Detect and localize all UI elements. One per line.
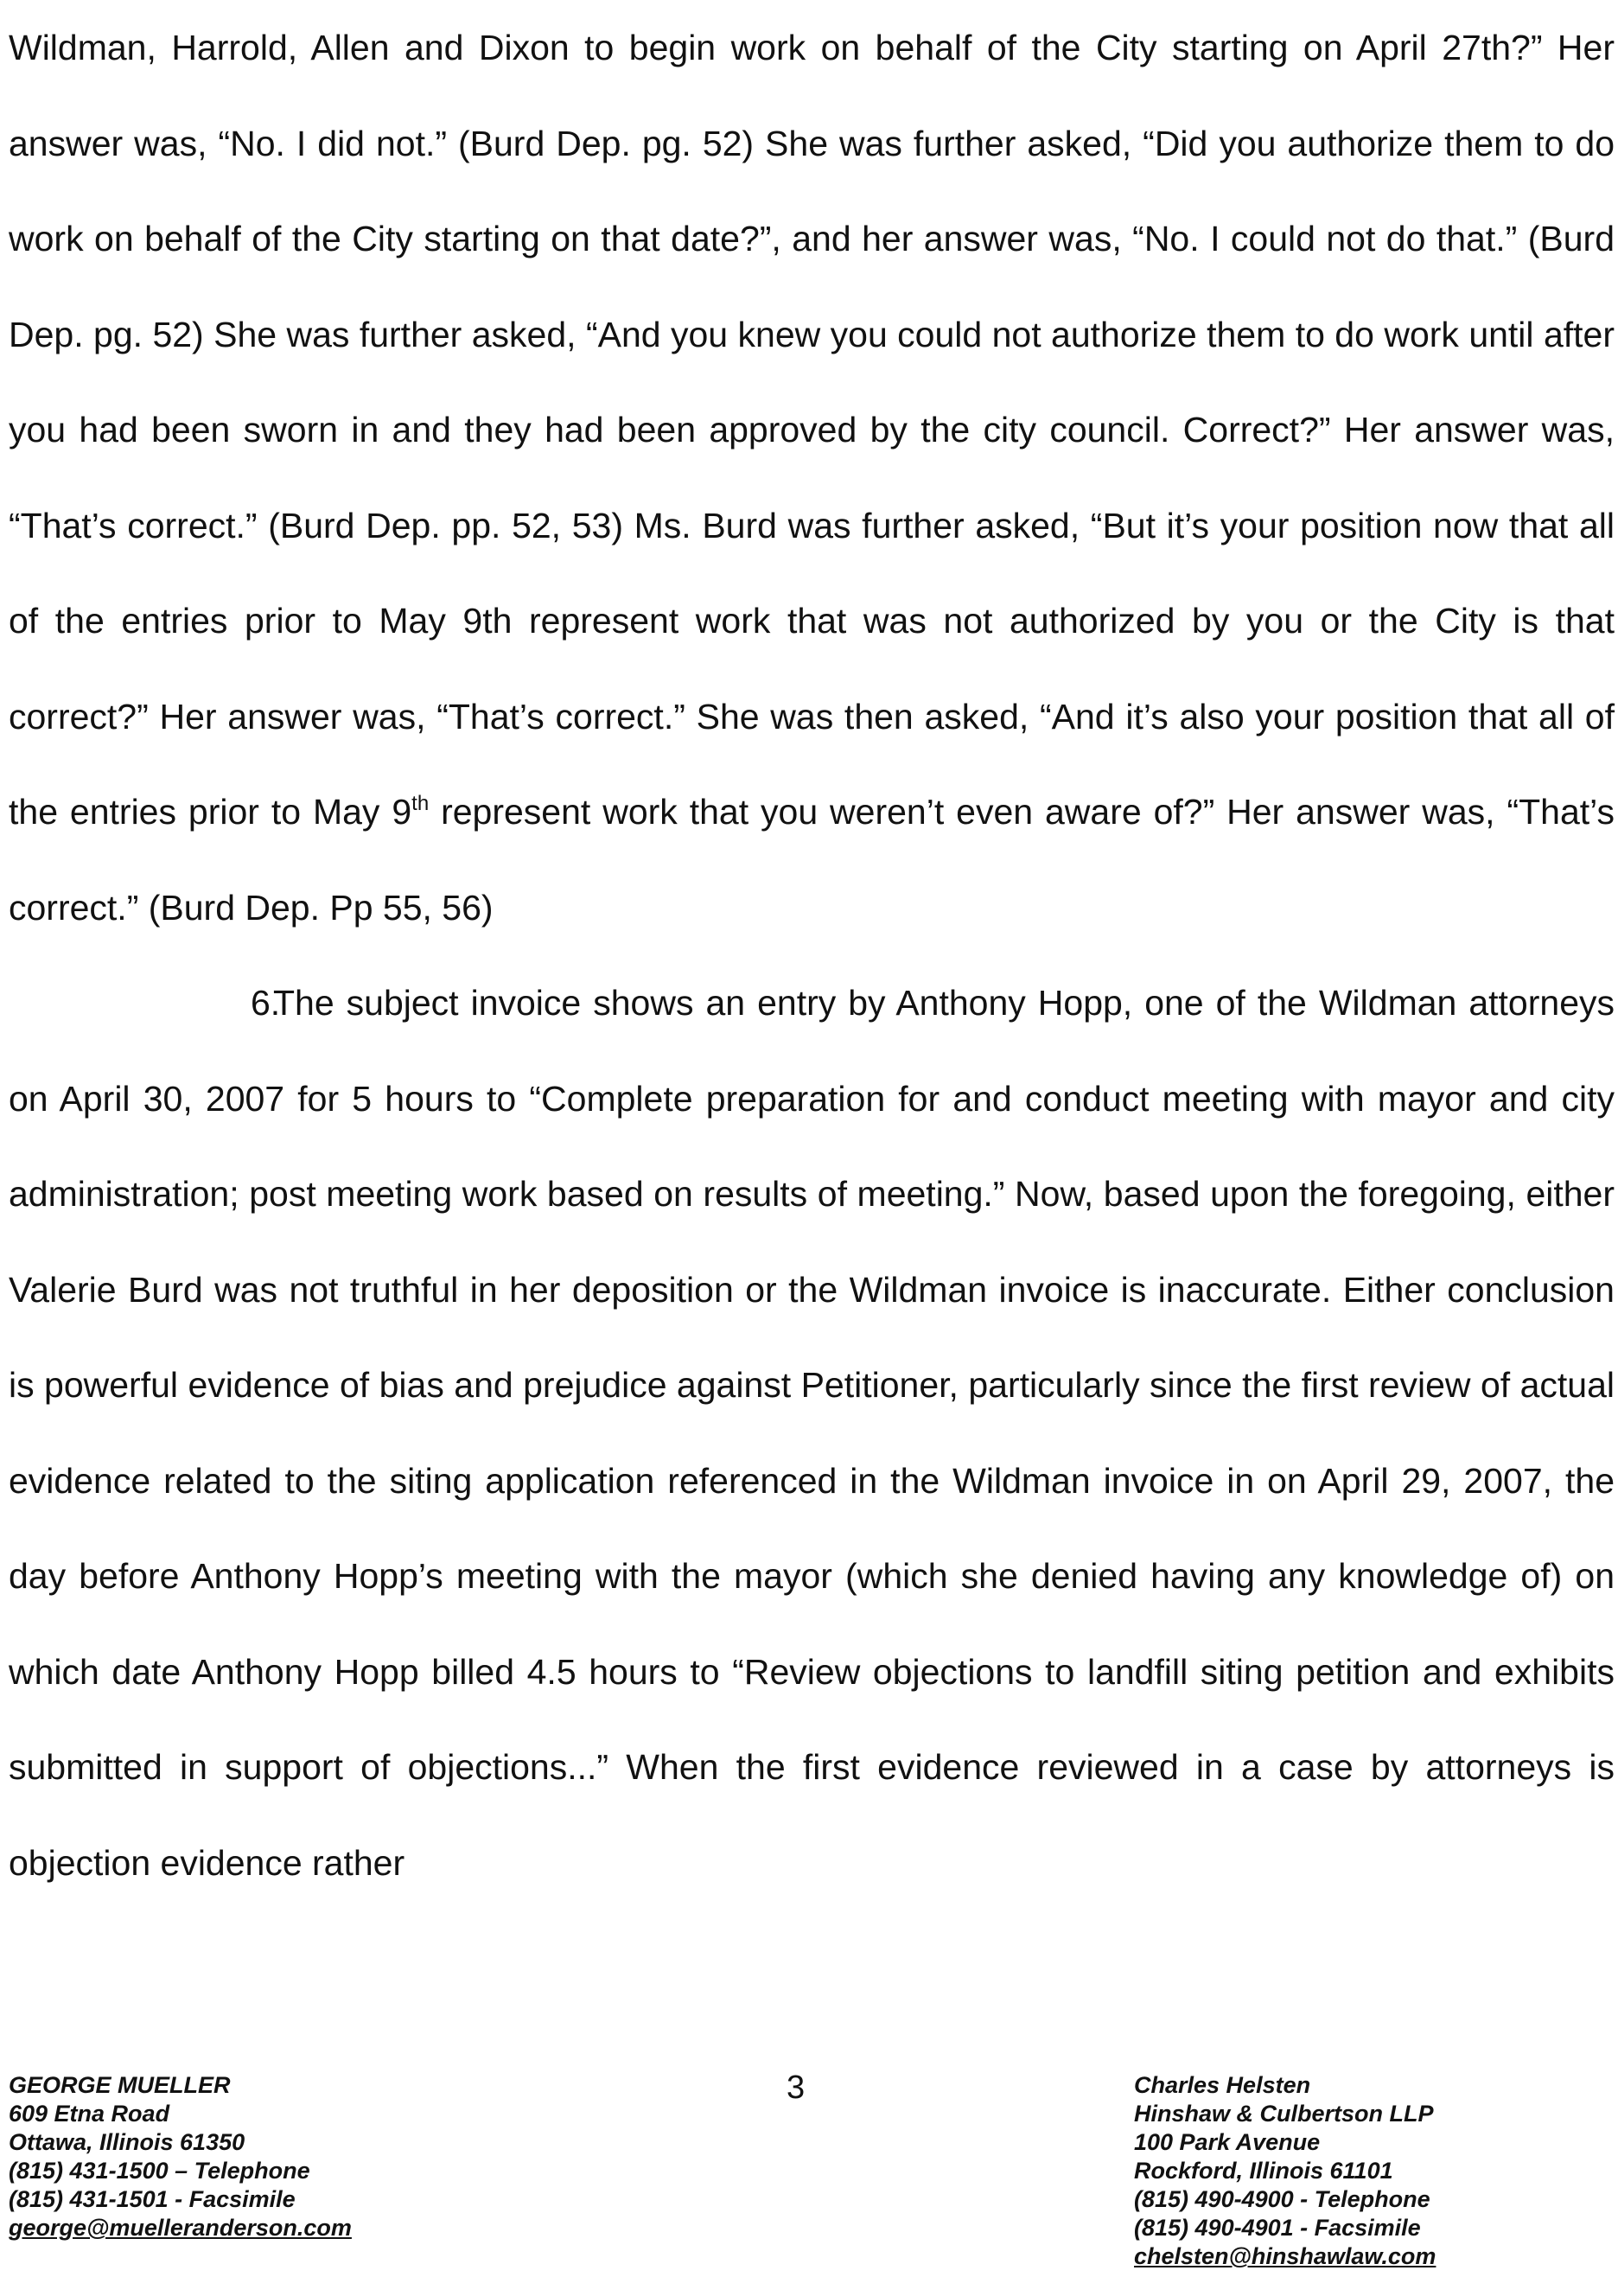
paragraph-number: 6. — [251, 983, 281, 1023]
footer-attorney-block-right — [1134, 2071, 1436, 2271]
paragraph-text: The subject invoice shows an entry by Anthony Hopp, one of the Wildman attorneys on April 30, 2007 for 5 hours to “Complete preparation for and conduct meeting with mayor and city administration; post meeting work based on results of meeting.” Now, based upon the foregoing, either Valerie Burd was not truthful in her deposition or the Wildman invoice is inaccurate. Either conclusion is powerful evidence of bias and prejudice against Petitioner, particularly since the first review of actual evidence related to the siting application referenced in the Wildman invoice in on April 29, 2007, the day before Anthony Hopp’s meeting with the mayor (which she denied having any knowledge of) on which date Anthony Hopp billed 4.5 hours to “Review objections to landfill siting petition and exhibits submitted in support of objections...” When the first evidence reviewed in a case by attorneys is objection evidence rather — [9, 983, 1615, 1883]
page-number: 3 — [787, 2070, 806, 2106]
attorney-email-link[interactable]: chelsten@hinshawlaw.com — [1134, 2243, 1436, 2269]
attorney-phone: (815) 490-4900 - Telephone — [1134, 2186, 1430, 2212]
document-body — [9, 0, 1615, 1910]
attorney-street: 100 Park Avenue — [1134, 2129, 1321, 2155]
superscript-ordinal: th — [411, 792, 430, 815]
attorney-firm: Hinshaw & Culbertson LLP — [1134, 2101, 1434, 2127]
paragraph-text: Wildman, Harrold, Allen and Dixon to begin work on behalf of the City starting on April 27th?” Her answer was, “No. I did not.” (Burd Dep. pg. 52) She was further asked, “Did you authorize them to do work on behalf of the City starting on that date?”, and her answer was, “No. I could not do that.” (Burd Dep. pg. 52) She was further asked, “And you knew you could not authorize them to do work until after you had been sworn in and they had been approved by the city council. Correct?” Her answer was, “That’s correct.” (Burd Dep. pp. 52, 53) Ms. Burd was further asked, “But it’s your position now that all of the entries prior to May 9th represent work that was not authorized by you or the City is that correct?” Her answer was, “That’s correct.” She was then asked, “And it’s also your position that all of the entries prior to May 9 — [9, 28, 1615, 832]
attorney-name: GEORGE MUELLER — [9, 2072, 231, 2098]
attorney-phone: (815) 431-1500 – Telephone — [9, 2158, 310, 2184]
paragraph-6 — [9, 955, 1615, 1910]
footer-attorney-block-left — [9, 2071, 352, 2242]
attorney-name: Charles Helsten — [1134, 2072, 1311, 2098]
attorney-email-link[interactable]: george@muelleranderson.com — [9, 2215, 352, 2241]
paragraph-text-tail: represent work that you weren’t even aware of?” Her answer was, “That’s correct.” (Burd Dep. Pp 55, 56) — [9, 792, 1615, 928]
attorney-city: Rockford, Illinois 61101 — [1134, 2158, 1393, 2184]
attorney-city: Ottawa, Illinois 61350 — [9, 2129, 245, 2155]
attorney-street: 609 Etna Road — [9, 2101, 170, 2127]
attorney-fax: (815) 490-4901 - Facsimile — [1134, 2215, 1421, 2241]
attorney-fax: (815) 431-1501 - Facsimile — [9, 2186, 296, 2212]
paragraph-continued — [9, 0, 1615, 955]
